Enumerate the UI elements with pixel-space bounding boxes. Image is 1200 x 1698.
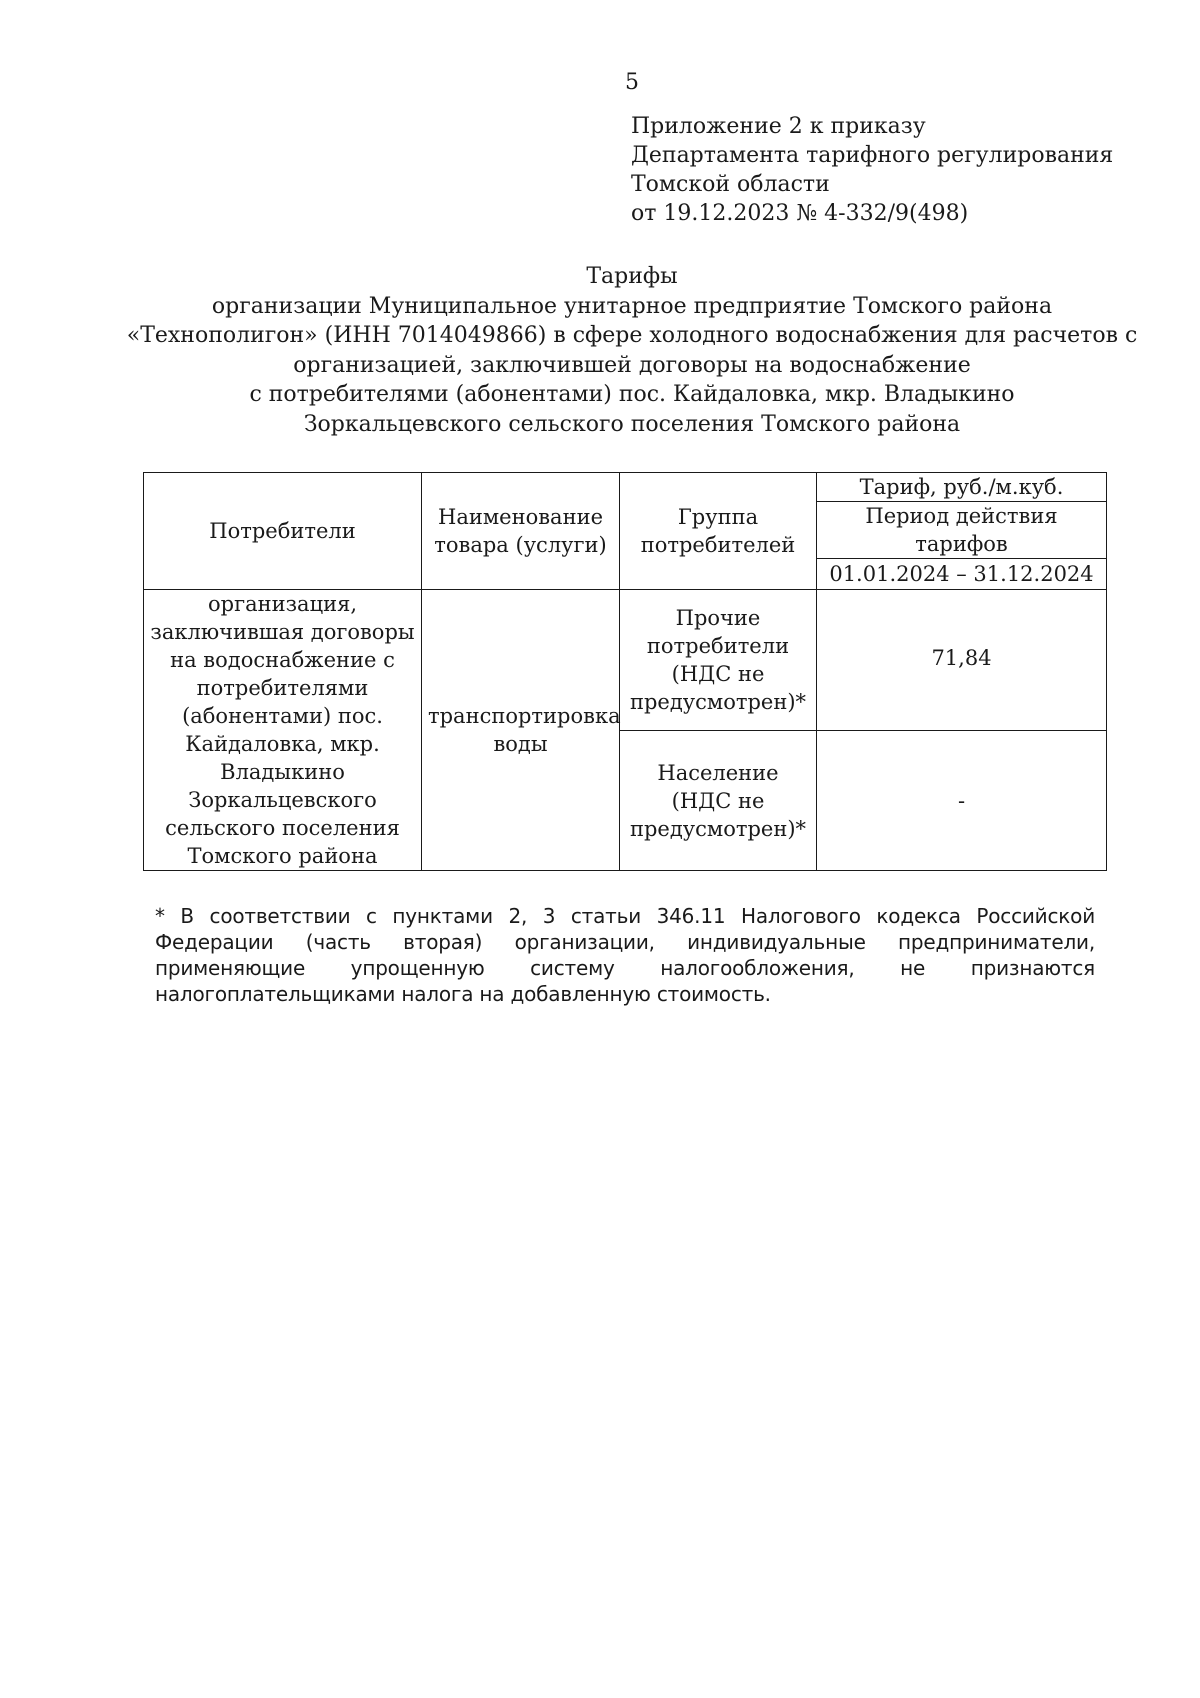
appendix-line: Департамента тарифного регулирования: [631, 143, 1114, 168]
header-consumers: Потребители: [144, 473, 422, 590]
group-cell: Прочие потребители (НДС не предусмотрен)*: [620, 590, 817, 731]
consumer-cell: организация, заключившая договоры на водоснабжение с потребителями (абонентами) пос. Кайдаловка, мкр. Владыкино Зоркальцевского сельского поселения Томского района: [144, 590, 422, 871]
header-period-label: Период действия тарифов: [817, 502, 1107, 559]
appendix-line: от 19.12.2023 № 4-332/9(498): [631, 201, 969, 226]
title-line: Тарифы: [586, 264, 678, 289]
appendix-line: Приложение 2 к приказу: [631, 114, 926, 139]
header-period: 01.01.2024 – 31.12.2024: [817, 559, 1107, 590]
title-line: Зоркальцевского сельского поселения Томского района: [303, 411, 961, 437]
group-cell: Население (НДС не предусмотрен)*: [620, 731, 817, 871]
header-tariff: Тариф, руб./м.куб.: [817, 473, 1107, 502]
footnote: * В соответствии с пунктами 2, 3 статьи 346.11 Налогового кодекса Российской Федерации (часть вторая) организации, индивидуальные предприниматели, применяющие упрощенную систему налогообложения, не признаются налогоплательщиками налога на добавленную стоимость.: [155, 904, 1095, 1006]
title-line: «Технополигон» (ИНН 7014049866) в сфере холодного водоснабжения для расчетов с: [126, 323, 1138, 348]
header-service: Наименование товара (услуги): [422, 473, 620, 590]
tariff-value-cell: 71,84: [817, 590, 1107, 731]
title-line: с потребителями (абонентами) пос. Кайдаловка, мкр. Владыкино: [249, 382, 1015, 407]
appendix-line: Томской области: [631, 172, 830, 197]
appendix-header: [631, 112, 1113, 228]
header-group: Группа потребителей: [620, 473, 817, 590]
title-line: организацией, заключившей договоры на водоснабжение: [293, 352, 971, 378]
page-number: 5: [625, 70, 639, 95]
service-cell: транспортировка воды: [422, 590, 620, 871]
tariff-table: [143, 472, 1107, 871]
document-title: [80, 262, 1184, 439]
title-line: организации Муниципальное унитарное предприятие Томского района: [211, 293, 1053, 319]
tariff-value-cell: -: [817, 731, 1107, 871]
